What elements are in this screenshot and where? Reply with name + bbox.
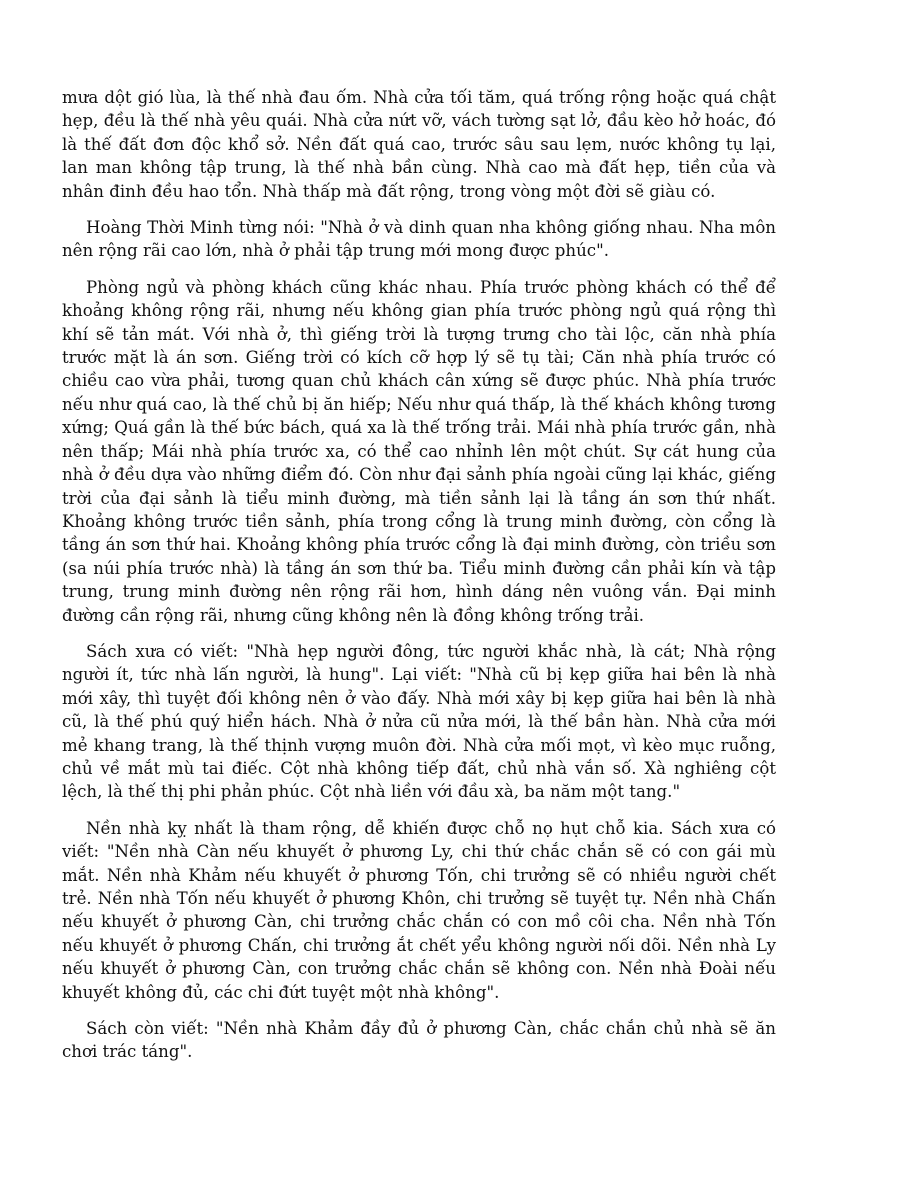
paragraph-5: Nền nhà kỵ nhất là tham rộng, dễ khiến được chỗ nọ hụt chỗ kia. Sách xưa có viết: "Nền nhà Càn nếu khuyết ở phương Ly, chi thứ chắc chắn sẽ có con gái mù mắt. Nền nhà Khảm nếu khuyết ở phương Tốn, chi trưởng sẽ có nhiều người chết trẻ. Nền nhà Tốn nếu khuyết ở phương Khôn, chi trưởng sẽ tuyệt tự. Nền nhà Chấn nếu khuyết ở phương Càn, chi trưởng chắc chắn có con mồ côi cha. Nền nhà Tốn nếu khuyết ở phương Chấn, chi trưởng ắt chết yểu không người nối dõi. Nền nhà Ly nếu khuyết ở phương Càn, con trưởng chắc chắn sẽ không con. Nền nhà Đoài nếu khuyết không đủ, các chi đứt tuyệt một nhà không".: [62, 818, 776, 1002]
paragraph-4: Sách xưa có viết: "Nhà hẹp người đông, tức người khắc nhà, là cát; Nhà rộng người ít, tức nhà lấn người, là hung". Lại viết: "Nhà cũ bị kẹp giữa hai bên là nhà mới xây, thì tuyệt đối không nên ở vào đấy. Nhà mới xây bị kẹp giữa hai bên là nhà cũ, là thế phú quý hiển hách. Nhà ở nửa cũ nửa mới, là thế bần hàn. Nhà cửa mới mẻ khang trang, là thế thịnh vượng muôn đời. Nhà cửa mối mọt, vì kèo mục ruỗng, chủ về mắt mù tai điếc. Cột nhà không tiếp đất, chủ nhà vắn số. Xà nghiêng cột lệch, là thế thị phi phản phúc. Cột nhà liền với đầu xà, ba năm một tang.": [62, 641, 776, 802]
paragraph-3: Phòng ngủ và phòng khách cũng khác nhau. Phía trước phòng khách có thể để khoảng không rộng rãi, nhưng nếu không gian phía trước phòng ngủ quá rộng thì khí sẽ tản mát. Với nhà ở, thì giếng trời là tượng trưng cho tài lộc, căn nhà phía trước mặt là án sơn. Giếng trời có kích cỡ hợp lý sẽ tụ tài; Căn nhà phía trước có chiều cao vừa phải, tương quan chủ khách cân xứng sẽ được phúc. Nhà phía trước nếu như quá cao, là thế chủ bị ăn hiếp; Nếu như quá thấp, là thế khách không tương xứng; Quá gần là thế bức bách, quá xa là thế trống trải. Mái nhà phía trước gần, nhà nên thấp; Mái nhà phía trước xa, có thể cao nhỉnh lên một chút. Sự cát hung của nhà ở đều dựa vào những điểm đó. Còn như đại sảnh phía ngoài cũng lại khác, giếng trời của đại sảnh là tiểu minh đường, mà tiền sảnh lại là tầng án sơn thứ nhất. Khoảng không trước tiền sảnh, phía trong cổng là trung minh đường, còn cổng là tầng án sơn thứ hai. Khoảng không phía trước cổng là đại minh đường, còn triều sơn (sa núi phía trước nhà) là tầng án sơn thứ ba. Tiểu minh đường cần phải kín và tập trung, trung minh đường nên rộng rãi hơn, hình dáng nên vuông vắn. Đại minh đường cần rộng rãi, nhưng cũng không nên là đồng không trống trải.: [62, 277, 776, 625]
paragraph-1: mưa dột gió lùa, là thế nhà đau ốm. Nhà cửa tối tăm, quá trống rộng hoặc quá chật hẹp, đều là thế nhà yêu quái. Nhà cửa nứt vỡ, vách tường sạt lở, đầu kèo hở hoác, đó là thế đất đơn độc khổ sở. Nền đất quá cao, trước sâu sau lẹm, nước không tụ lại, lan man không tập trung, là thế nhà bần cùng. Nhà cao mà đất hẹp, tiền của và nhân đinh đều hao tổn. Nhà thấp mà đất rộng, trong vòng một đời sẽ giàu có.: [62, 88, 776, 201]
document-page: [62, 86, 776, 1077]
paragraph-2: Hoàng Thời Minh từng nói: "Nhà ở và dinh quan nha không giống nhau. Nha môn nên rộng rãi cao lớn, nhà ở phải tập trung mới mong được phúc".: [62, 218, 776, 261]
paragraph-6: Sách còn viết: "Nền nhà Khảm đầy đủ ở phương Càn, chắc chắn chủ nhà sẽ ăn chơi trác táng".: [62, 1019, 776, 1062]
